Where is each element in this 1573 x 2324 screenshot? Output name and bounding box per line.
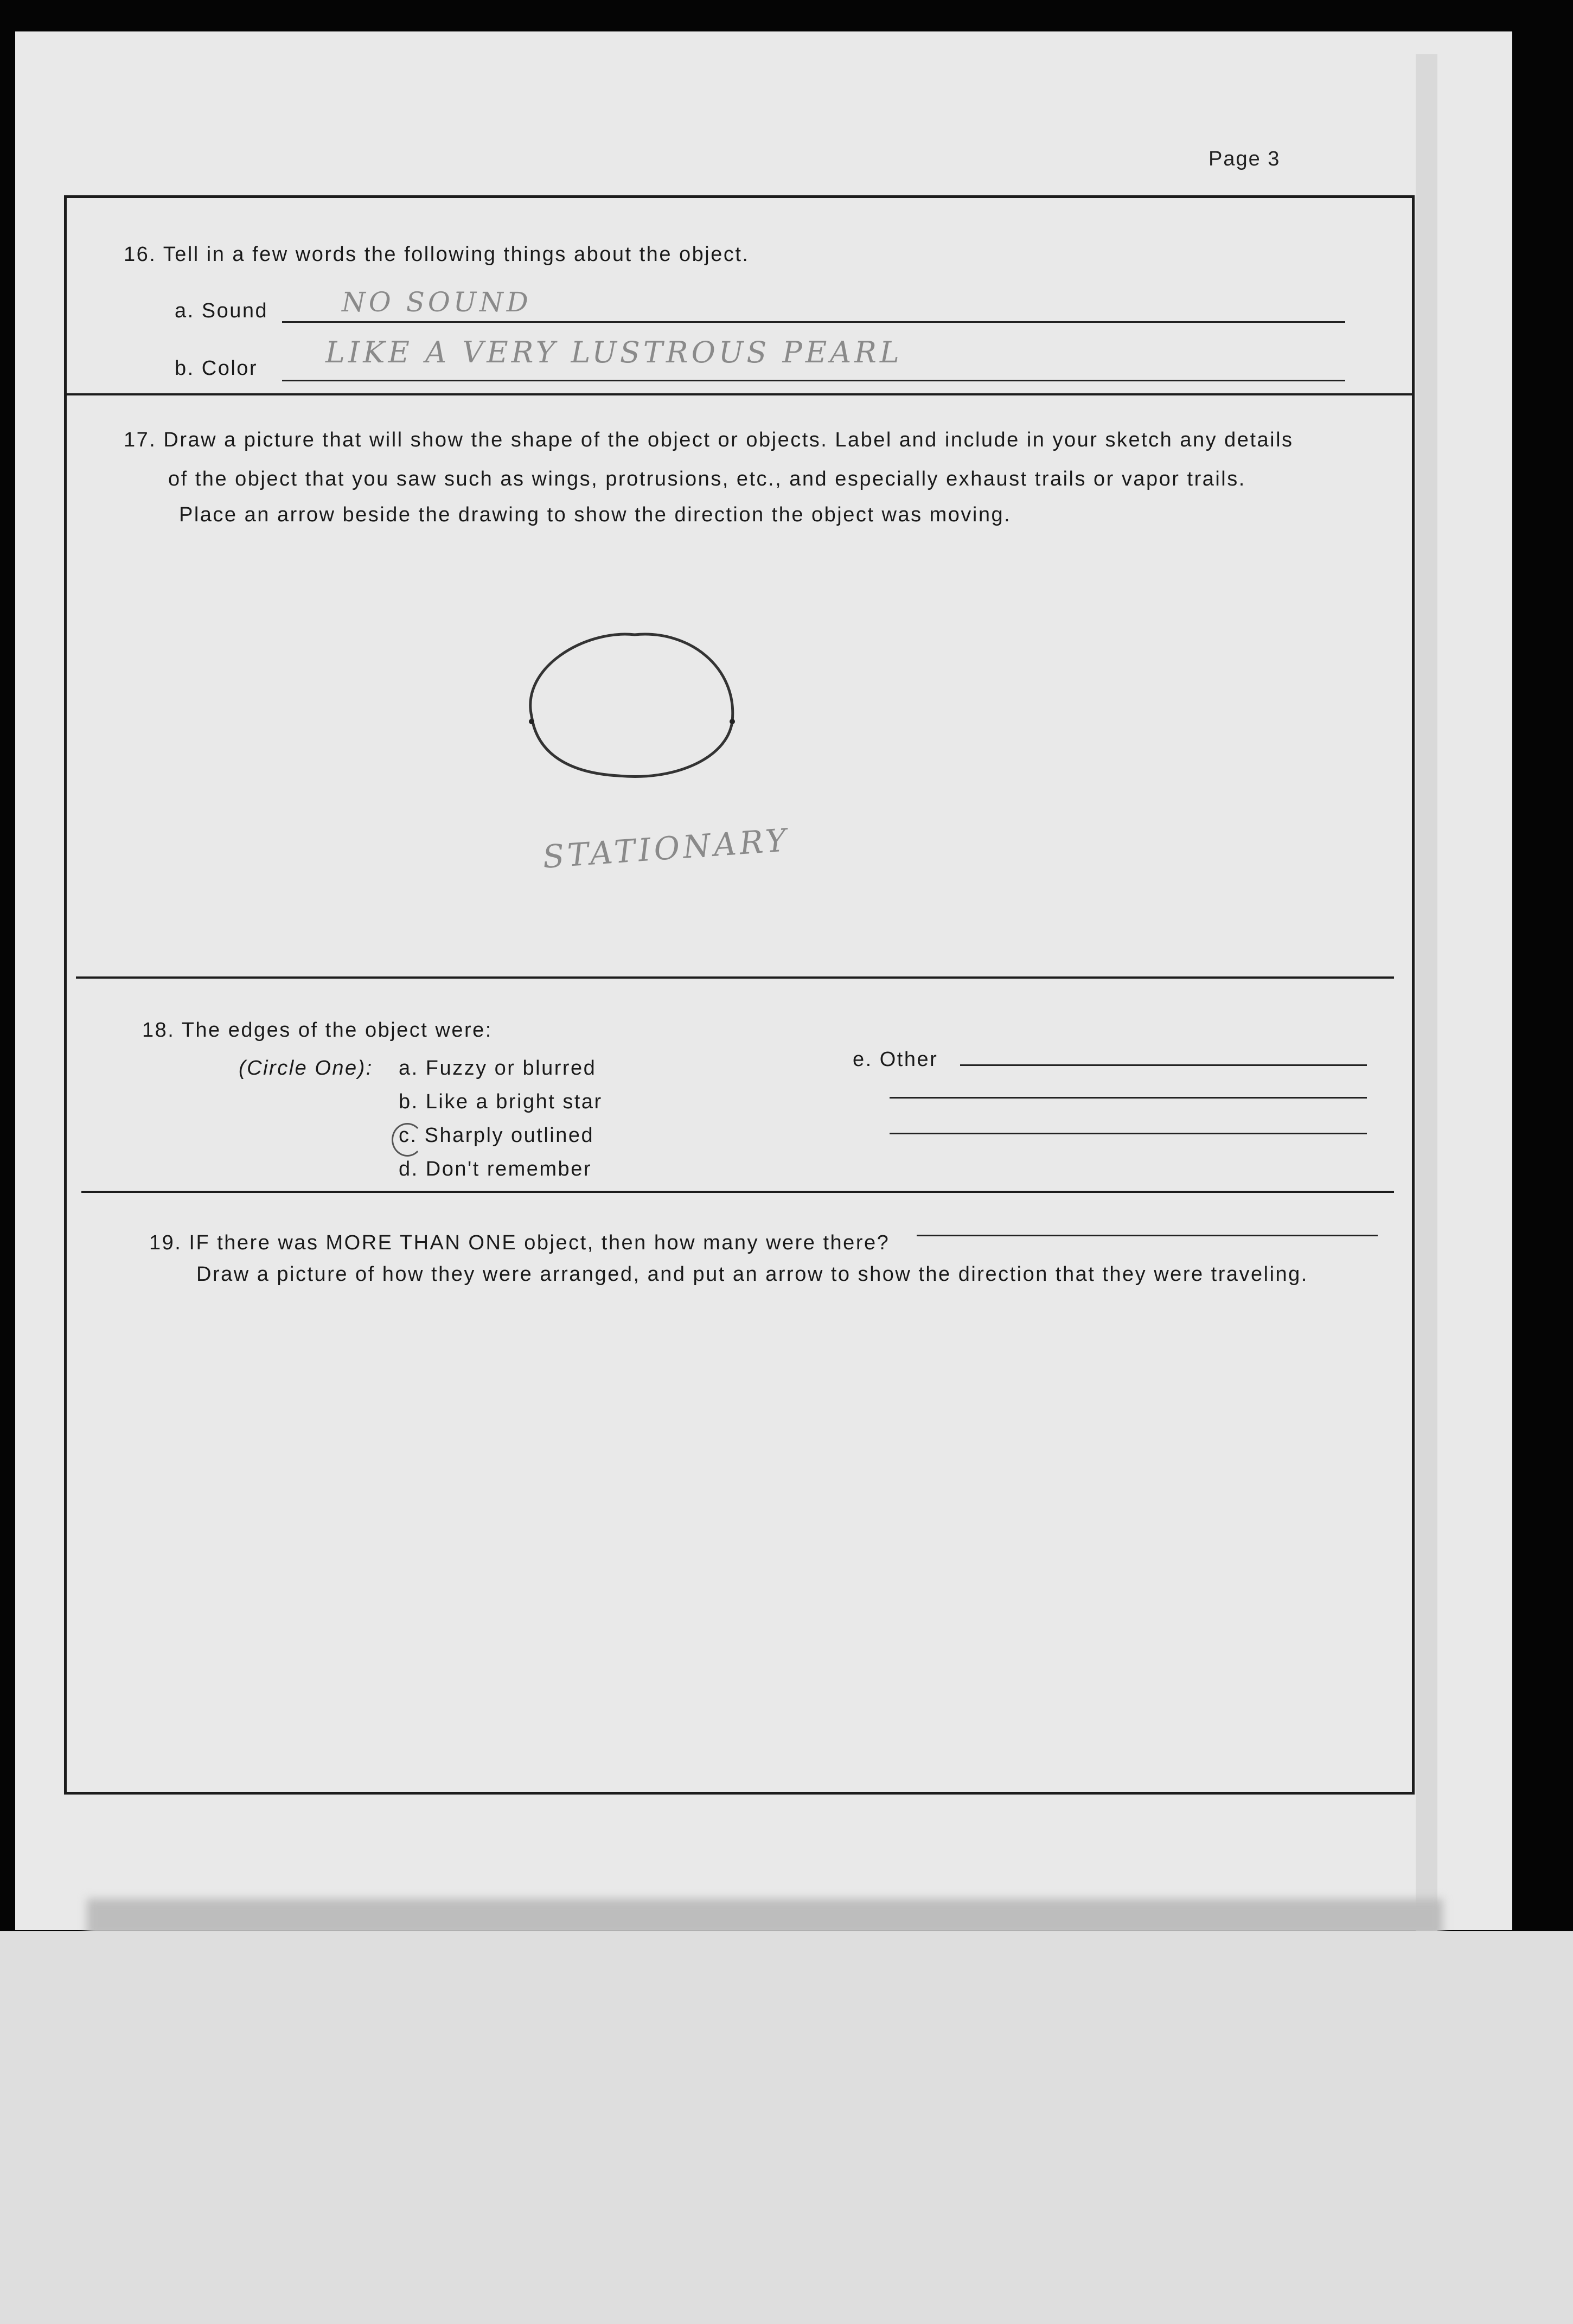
page-edge-shadow	[1416, 54, 1437, 1931]
lower-background	[0, 1931, 1573, 2324]
q18-option-c: c. Sharply outlined	[399, 1124, 594, 1147]
q16-color-label: b. Color	[175, 357, 258, 380]
q18-circle-one: (Circle One):	[239, 1057, 373, 1080]
q16-sound-line	[282, 321, 1345, 323]
oval-mark-right	[730, 719, 735, 724]
q19-line1: 19. IF there was MORE THAN ONE object, then how many were there?	[149, 1231, 890, 1254]
q18-prompt: 18. The edges of the object were:	[142, 1019, 493, 1042]
q18-selected-circle	[392, 1123, 423, 1157]
q16-sound-label: a. Sound	[175, 299, 268, 322]
q16-color-value: LIKE A VERY LUSTROUS PEARL	[325, 335, 903, 369]
q16-prompt: 16. Tell in a few words the following things about the object.	[124, 243, 750, 266]
q18-other-line-2	[890, 1097, 1367, 1099]
q17-sketch-label: STATIONARY	[541, 821, 791, 876]
q17-line3: Place an arrow beside the drawing to show the direction the object was moving.	[179, 503, 1012, 526]
q18-option-e: e. Other	[853, 1048, 938, 1071]
q18-other-line-1	[960, 1064, 1367, 1066]
q17-line2: of the object that you saw such as wings, protrusions, etc., and especially exhaust trails or vapor trails.	[168, 468, 1246, 490]
q17-line1: 17. Draw a picture that will show the shape of the object or objects. Label and include in your sketch any details	[124, 429, 1294, 451]
q18-option-d: d. Don't remember	[399, 1158, 592, 1180]
oval-mark-left	[529, 719, 534, 724]
object-sketch	[510, 618, 759, 803]
oval-drawing	[530, 634, 733, 776]
q16-color-line	[282, 380, 1345, 381]
q19-count-line	[917, 1235, 1378, 1236]
divider-16-17	[64, 393, 1415, 395]
q18-option-a: a. Fuzzy or blurred	[399, 1057, 597, 1080]
divider-18-19	[81, 1191, 1394, 1193]
q18-other-line-3	[890, 1133, 1367, 1134]
divider-17-18	[76, 976, 1394, 979]
q18-option-b: b. Like a bright star	[399, 1090, 603, 1113]
page-number: Page 3	[1208, 148, 1281, 170]
q19-line2: Draw a picture of how they were arranged, and put an arrow to show the direction that they were traveling.	[196, 1263, 1308, 1286]
q16-sound-value: NO SOUND	[342, 286, 532, 318]
